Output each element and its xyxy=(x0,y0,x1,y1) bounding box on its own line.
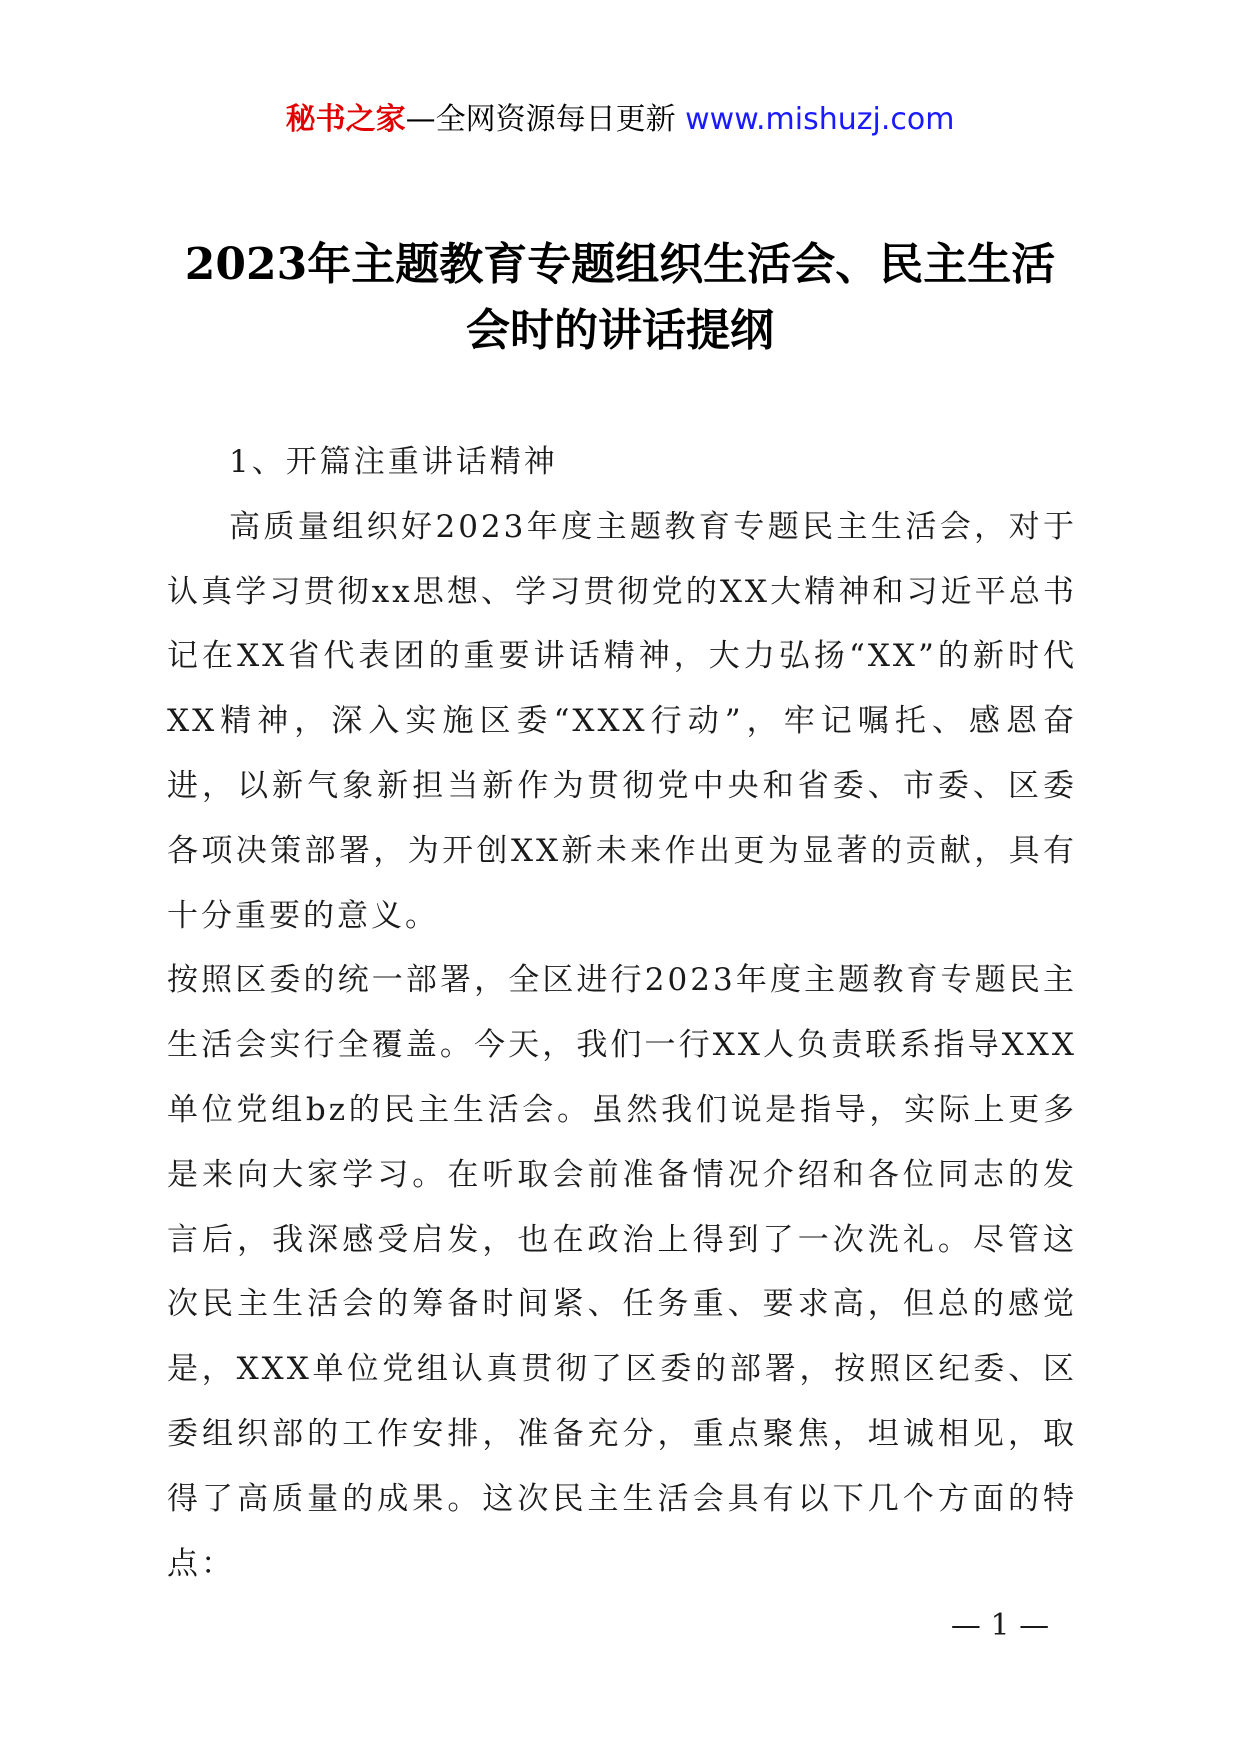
page-number: — 1 — xyxy=(950,1608,1050,1643)
site-tagline: —全网资源每日更新 xyxy=(405,102,686,137)
title-line-2: 会时的讲话提纲 xyxy=(466,305,774,356)
title-line-1: 2023年主题教育专题组织生活会、民主生活 xyxy=(184,239,1056,290)
site-url: www.mishuzj.com xyxy=(685,102,955,137)
paragraph-2: 按照区委的统一部署，全区进行2023年度主题教育专题民主生活会实行全覆盖。今天，我们一行XX人负责联系指导XXX单位党组bz的民主生活会。虽然我们说是指导，实际上更多是来向大家学习。在听取会前准备情况介绍和各位同志的发言后，我深感受启发，也在政治上得到了一次洗礼。尽管这次民主生活会的筹备时间紧、任务重、要求高，但总的感觉是，XXX单位党组认真贯彻了区委的部署，按照区纪委、区委组织部的工作安排，准备充分，重点聚焦，坦诚相见，取得了高质量的成果。这次民主生活会具有以下几个方面的特点： xyxy=(167,962,1077,1582)
brand-name: 秘书之家 xyxy=(285,102,406,137)
section-heading: 1、开篇注重讲话精神 xyxy=(229,444,558,480)
document-title xyxy=(140,232,1100,364)
site-banner xyxy=(0,100,1240,140)
document-body xyxy=(167,430,1077,1596)
paragraph-1: 高质量组织好2023年度主题教育专题民主生活会，对于认真学习贯彻xx思想、学习贯彻党的XX大精神和习近平总书记在XX省代表团的重要讲话精神，大力弘扬“XX”的新时代XX精神，深入实施区委“XXX行动”，牢记嘱托、感恩奋进，以新气象新担当新作为贯彻党中央和省委、市委、区委各项决策部署，为开创XX新未来作出更为显著的贡献，具有十分重要的意义。 xyxy=(167,508,1077,934)
